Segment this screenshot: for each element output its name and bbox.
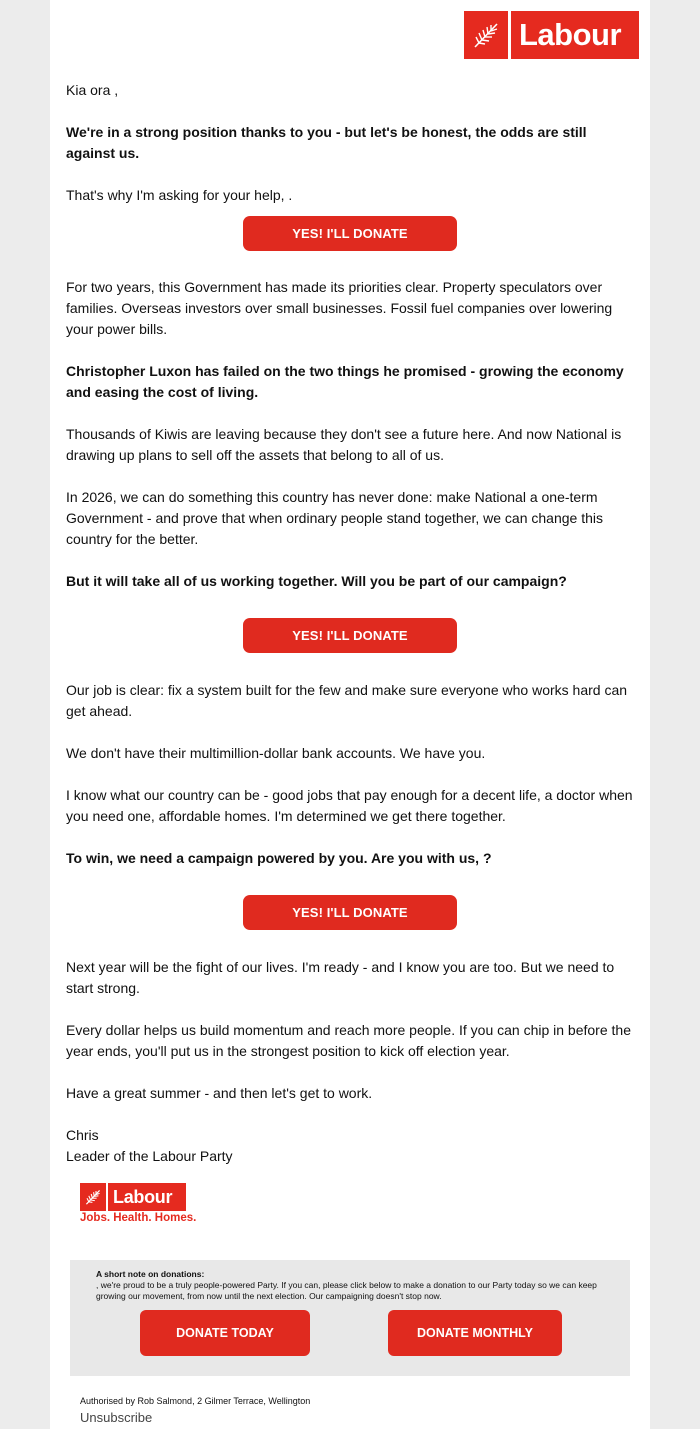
authorised-by: Authorised by Rob Salmond, 2 Gilmer Terrace, Wellington: [80, 1396, 311, 1406]
paragraph-6: In 2026, we can do something this country has never done: make National a one-term Government - and prove that when ordinary people stand together, we can change this country for the better.: [66, 489, 604, 547]
donate-button-1[interactable]: YES! I'LL DONATE: [243, 216, 457, 251]
paragraph-2: That's why I'm asking for your help, .: [66, 187, 293, 203]
paragraph-4: Christopher Luxon has failed on the two things he promised - growing the economy and easing the cost of living.: [66, 363, 624, 400]
donate-button-3[interactable]: YES! I'LL DONATE: [243, 895, 457, 930]
labour-logo: [464, 11, 639, 59]
fern-icon: [464, 11, 511, 59]
donation-note-title: A short note on donations:: [96, 1269, 205, 1279]
paragraph-7: But it will take all of us working together. Will you be part of our campaign?: [66, 573, 567, 589]
footer-tagline: Jobs. Health. Homes.: [80, 1212, 197, 1224]
unsubscribe-link[interactable]: Unsubscribe: [80, 1410, 153, 1425]
paragraph-8: Our job is clear: fix a system built for the few and make sure everyone who works hard can get ahead.: [66, 682, 628, 719]
paragraph-5: Thousands of Kiwis are leaving because they don't see a future here. And now National is drawing up plans to sell off the assets that belong to all of us.: [66, 426, 622, 463]
footer-logo-text: Labour: [113, 1186, 173, 1207]
logo-text: Labour: [519, 17, 622, 52]
signoff-name: Chris: [66, 1127, 99, 1143]
paragraph-11: To win, we need a campaign powered by you. Are you with us, ?: [66, 850, 492, 866]
paragraph-10: I know what our country can be - good jobs that pay enough for a decent life, a doctor when you need one, affordable homes. I'm determined we get there together.: [66, 787, 633, 824]
donate-button-2[interactable]: YES! I'LL DONATE: [243, 618, 457, 653]
paragraph-3: For two years, this Government has made its priorities clear. Property speculators over families. Overseas investors over small businesses. Fossil fuel companies over lowering your power bills.: [66, 279, 613, 337]
footer-logo: [80, 1183, 220, 1227]
footer-logo-badge: [80, 1183, 186, 1211]
paragraph-12: Next year will be the fight of our lives. I'm ready - and I know you are too. But we need to start strong.: [66, 959, 615, 996]
donation-note-box: [70, 1260, 630, 1376]
paragraph-1: We're in a strong position thanks to you - but let's be honest, the odds are still against us.: [66, 124, 587, 161]
signoff-title: Leader of the Labour Party: [66, 1148, 233, 1164]
donate-today-button[interactable]: DONATE TODAY: [140, 1310, 310, 1356]
donate-monthly-button[interactable]: DONATE MONTHLY: [388, 1310, 562, 1356]
fern-icon: [80, 1183, 108, 1211]
email-body: [50, 0, 650, 1429]
paragraph-9: We don't have their multimillion-dollar bank accounts. We have you.: [66, 745, 486, 761]
paragraph-14: Have a great summer - and then let's get to work.: [66, 1085, 373, 1101]
donation-note-text: , we're proud to be a truly people-powered Party. If you can, please click below to make a donation to our Party today so we can keep growing our movement, from now until the next election. Our campaigning doesn't stop now.: [96, 1280, 597, 1301]
paragraph-13: Every dollar helps us build momentum and reach more people. If you can chip in before the year ends, you'll put us in the strongest position to kick off election year.: [66, 1022, 631, 1059]
greeting: Kia ora ,: [66, 82, 119, 98]
